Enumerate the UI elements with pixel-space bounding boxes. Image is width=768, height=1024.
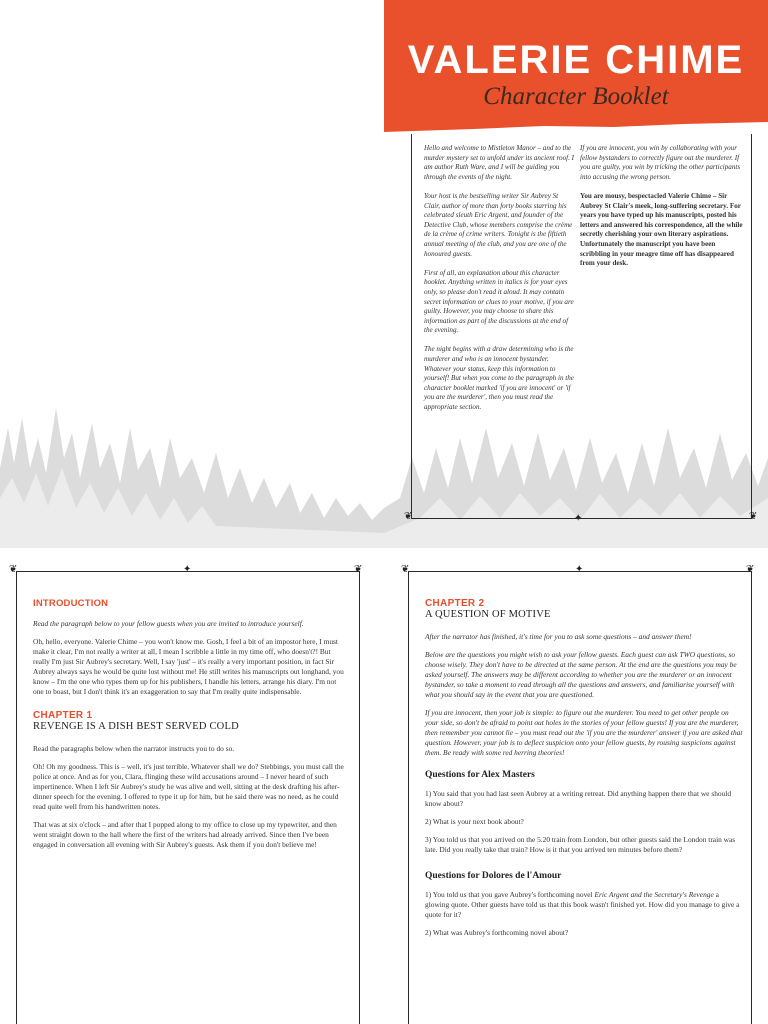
- chapter-2-title: A QUESTION OF MOTIVE: [425, 609, 551, 620]
- question-item: [425, 890, 743, 920]
- introduction-heading: INTRODUCTION: [33, 598, 109, 609]
- frame-corner-ornament: ❦: [746, 564, 755, 575]
- question-item: 3) You told us that you arrived on the 5.20 train from London, but other guests said the London train was late. Did you really take that train? How is it that you arrived ten minutes before them?: [425, 835, 736, 854]
- chapter-2-section: [425, 599, 743, 946]
- introduction-speech: Oh, hello, everyone. Valerie Chime – you won't know me. Gosh, I feel a bit of an impostor here, I must make it clear, I'm not really a writer at all, I mean I scribble a little in my time off, who doesn't?! But really I'm just Sir Aubrey's secretary. Well, I say 'just' – it's really a very important position, in fact Sir Aubrey always says he would be quite lost without me! He still writes his manuscripts out longhand, you know – I'm the one who types them up for his publishers, I handle his letters, arrange his diary. I'm not one to boast, but I don't think it's an exaggeration to say that I'm really quite indispensable.: [33, 637, 344, 696]
- book-title: Eric Argent and the Secretary's Revenge: [594, 890, 714, 899]
- chapter-2-label: CHAPTER 2: [425, 598, 485, 609]
- introduction-instruction: Read the paragraph below to your fellow guests when you are invited to introduce yourself.: [33, 619, 304, 628]
- character-description: You are mousy, bespectacled Valerie Chime – Sir Aubrey St Clair's meek, long-suffering secretary. For years you have typed up his manuscripts, posted his letters and answered his correspondence, all the while secretly cherishing your own literary aspirations.: [580, 191, 743, 239]
- welcome-column-1: [424, 144, 574, 422]
- chapter-2-page: [384, 555, 768, 1024]
- question-item: 1) You said that you had last seen Aubrey at a writing retreat. Did anything happen there that we should know about?: [425, 789, 732, 808]
- introduction-page: [0, 555, 384, 1024]
- question-text: 1) You told us that you gave Aubrey's forthcoming novel: [425, 890, 595, 899]
- frame-corner-ornament: ❦: [354, 564, 363, 575]
- frame-corner-ornament: ❦: [9, 564, 18, 575]
- draw-paragraph: The night begins with a draw determining who is the murderer and who is an innocent bystander. Whatever your status, keep this information to yourself! But when you come to the paragraph in the character booklet marked 'if you are innocent' or 'if you are the murderer', then you must read the appropriate section.: [424, 345, 574, 412]
- frame-center-ornament: ✦: [575, 564, 584, 575]
- frame-corner-ornament: ❦: [404, 511, 413, 522]
- alex-questions-heading: Questions for Alex Masters: [425, 770, 535, 780]
- chapter-1-label: CHAPTER 1: [33, 710, 93, 721]
- chapter-1-title: REVENGE IS A DISH BEST SERVED COLD: [33, 721, 239, 732]
- welcome-paragraph: Hello and welcome to Mistleton Manor – and to the murder mystery set to unfold under its ancient roof. I am author Ruth Ware, and I will be guiding you through the events of the night.: [424, 144, 575, 181]
- booklet-subtitle: Character Booklet: [483, 83, 669, 110]
- question-item: 2) What is your next book about?: [425, 817, 524, 826]
- introduction-section: [33, 599, 345, 858]
- dolores-questions-heading: Questions for Dolores de l'Amour: [425, 871, 562, 881]
- frame-center-ornament: ✦: [574, 513, 583, 524]
- character-name-title: VALERIE CHIME: [407, 38, 745, 82]
- chapter-1-paragraph: That was at six o'clock – and after that I popped along to my office to close up my typewriter, and then went straight down to the hall where the first of the writers had already arrived. Since then I've been engaged in conversation all evening with Sir Aubrey's guests. Ask them if you don't believe me!: [33, 820, 337, 849]
- frame-corner-ornament: ❦: [401, 564, 410, 575]
- chapter-1-instruction: Read the paragraphs below when the narrator instructs you to do so.: [33, 744, 235, 753]
- welcome-column-2: [580, 144, 743, 278]
- question-text: a glowing quote. Other guests have told us that this book wasn't finished yet. How did you manage to give a quote for it?: [425, 890, 740, 919]
- win-conditions-paragraph: If you are innocent, you win by collaborating with your fellow bystanders to correctly figure out the murderer. If you are guilty, you win by tricking the other participants into accusing the wrong person.: [580, 144, 741, 181]
- frame-corner-ornament: ❦: [749, 511, 758, 522]
- booklet-explanation-paragraph: First of all, an explanation about this character booklet. Anything written in italics is for your eyes only, so please don't read it aloud. It may contain secret information or clues to your motive, if you are guilty. However, you may choose to share this information as part of the discussions at the end of the evening.: [424, 268, 574, 335]
- chapter-1-paragraph: Oh! Oh my goodness. This is – well, it's just terrible. Whatever shall we do? Stebbings, you must call the police at once. And as for you, Clara, flinging these wild accusations around – I never heard of such impertinence. When I left Sir Aubrey's study he was alive and well, sitting at the desk drafting his after-dinner speech for the evening. I offered to type it up for him, but he said there was no need, as he could read quite well from his handwritten notes.: [33, 762, 344, 811]
- question-item: 2) What was Aubrey's forthcoming novel about?: [425, 928, 569, 937]
- frame-center-ornament: ✦: [183, 564, 192, 575]
- questions-explanation: Below are the questions you might wish to ask your fellow guests. Each guest can ask TWO questions, so choose wisely. They don't have to be directed at the same person. At the end are the questions you may be asked yourself. The answers may be different according to whether you are the murderer or an innocent bystander, so take a moment to read through all the questions and answers, and familiarise yourself with what you should say in the event that you are questioned.: [425, 650, 737, 699]
- host-paragraph: Your host is the bestselling writer Sir Aubrey St Clair, author of more than forty books starring his celebrated sleuth Eric Argent, and founder of the Detective Club, whose members comprise the crème de la crème of crime writers. Tonight is the fiftieth annual meeting of the club, and you are one of the honoured guests.: [424, 191, 573, 258]
- chapter-2-instruction: After the narrator has finished, it's time for you to ask some questions – and answer them!: [425, 632, 692, 641]
- character-secret: Unfortunately the manuscript you have been scribbling in your meagre time off has disappeared from your desk.: [580, 239, 734, 268]
- strategy-explanation: If you are innocent, then your job is simple: to figure out the murderer. You need to get other people on your side, so don't be afraid to point out holes in the stories of your fellow guests! If you are the murderer, then remember you cannot lie – you must read out the 'if you are the murderer' answer if you are asked that question. However, your job is to deflect suspicion onto your fellow guests, by rousing suspicions against them. Be ready with some red herring theories!: [425, 708, 743, 757]
